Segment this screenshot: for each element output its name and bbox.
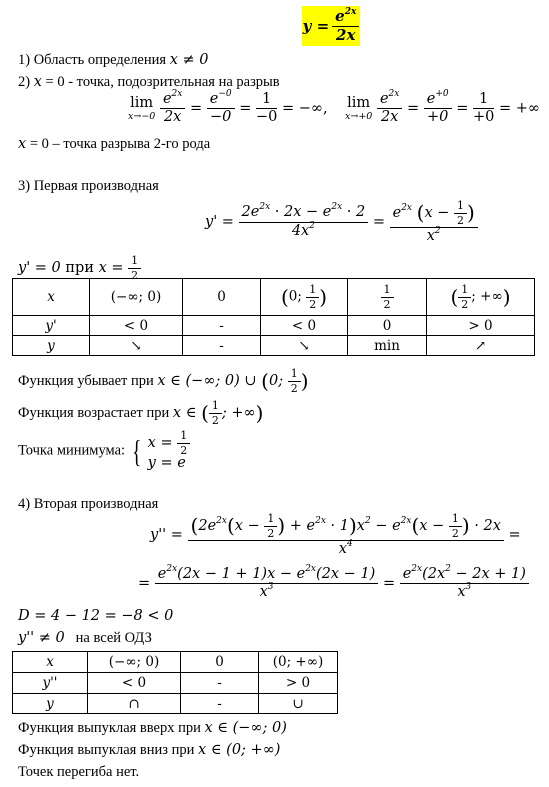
table-row: y' < 0 - < 0 0 > 0: [13, 316, 535, 336]
second-derivative-line1: y'' = ($2e^{2x}(x$ − $\frac{1}{2}$ ) + $e^{2x} \cdot 1)x^2 - e^{2x}(x$ − $\frac{1}{2}$ ) · 2x $x^4$ =: [150, 512, 521, 558]
discontinuity-line: 2) x = 0 - точка, подозрительная на разрыв: [18, 74, 280, 90]
limit-left: lim x→−0 $\frac{e^{2x}}{2x}$ = $\frac{e^{-0}}{-0}$ = $\frac{1}{-0}$ = −∞,: [128, 89, 328, 126]
decreasing-line: Функция убывает при x ∈ (−∞; 0) ∪ (0; $\frac{1}{2}$ ): [18, 367, 309, 395]
second-derivative-table: [12, 651, 338, 714]
increasing-line: Функция возрастает при x ∈ ( $\frac{1}{2}$ ; +∞): [18, 399, 264, 427]
discontinuity-conclusion: x = 0 – точка разрыва 2-го рода: [18, 136, 211, 152]
table-row: y ∩ - ∪: [13, 694, 338, 714]
table-row: y ↘ - ↘ min ↗: [13, 336, 535, 356]
no-inflection: Точек перегиба нет.: [18, 764, 140, 780]
convex-down-line: Функция выпуклая вниз при x ∈ (0; +∞): [18, 742, 281, 758]
convex-up-line: Функция выпуклая вверх при x ∈ (−∞; 0): [18, 720, 287, 736]
domain-line: 1) Область определения x ≠ 0: [18, 52, 209, 68]
section3-heading: 3) Первая производная: [18, 178, 159, 194]
table-row: x (−∞; 0) 0 (0; +∞): [13, 652, 338, 673]
function-title: y = $\frac{e^{2x}}{2x}$: [302, 6, 360, 46]
table-row: y'' < 0 - > 0: [13, 673, 338, 694]
zero-derivative: y' = 0 при x = $\frac{1}{2}$: [18, 255, 141, 281]
table-row: x (−∞; 0) 0 (0; $\frac{1}{2}$ ) $\frac{1}{2}$ ( $\frac{1}{2}$ ; +∞): [13, 279, 535, 316]
limit-right: lim x→+0 $\frac{e^{2x}}{2x}$ = $\frac{e^{+0}}{+0}$ = $\frac{1}{+0}$ = +∞: [345, 89, 540, 126]
second-derivative-line2: = $\frac{e^{2x}(2x - 1 + 1)x - e^{2x}(2x - 1)}{x^3}$ = $\frac{e^{2x}(2x^2 - 2x + 1)}{x^3}$: [138, 567, 529, 600]
first-derivative: y' = $\frac{2e^{2x} \cdot 2x - e^{2x} \cdot 2}{4x^2}$ = $e^{2x}$ (x − $\frac{1}{2}$ ) $x^2$: [205, 200, 478, 244]
discriminant: D = 4 − 12 = −8 < 0: [18, 608, 174, 624]
nonzero-line: y'' ≠ 0 на всей ОДЗ: [18, 630, 152, 646]
section4-heading: 4) Вторая производная: [18, 496, 159, 512]
first-derivative-table: [12, 278, 535, 356]
minimum-point: Точка минимума: { x = $\frac{1}{2}$ y = e: [18, 430, 190, 472]
